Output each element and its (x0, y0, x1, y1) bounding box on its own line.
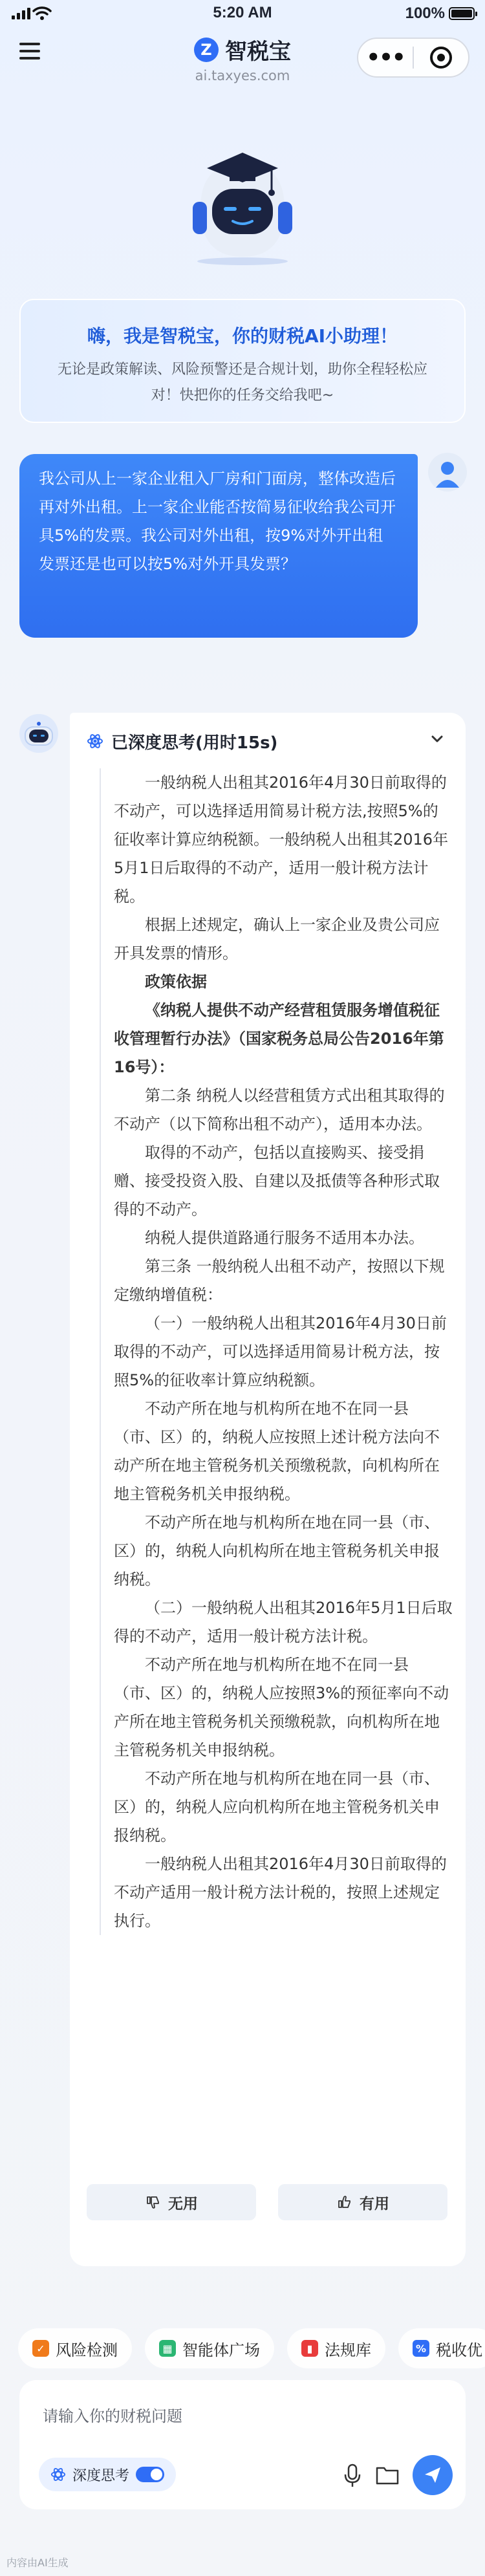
tool-chip-label: 风险检测 (56, 2341, 118, 2359)
answer-paragraph: 一般纳税人出租其2016年4月30日前取得的不动产适用一般计税方法计税的，按照上述规定执行。 (114, 1855, 447, 1930)
status-bar (0, 0, 485, 26)
answer-paragraph: 不动产所在地与机构所在地在同一县（市、区）的，纳税人应向机构所在地主管税务机关申报纳税。 (114, 1770, 440, 1845)
tool-chip-1[interactable] (145, 2328, 274, 2368)
app-domain: ai.taxyes.com (195, 68, 290, 83)
send-button[interactable] (413, 2455, 453, 2495)
tool-chip-3[interactable] (398, 2328, 485, 2368)
app-logo-icon: Z (194, 38, 219, 62)
tool-chip-label: 智能体广场 (182, 2341, 260, 2359)
thinking-label: 已深度思考(用时15s) (111, 733, 278, 753)
quick-tools-bar (0, 2328, 485, 2368)
atom-icon (87, 733, 103, 750)
answer-paragraph: 一般纳税人出租其2016年4月30日前取得的不动产，可以选择适用简易计税方法,按照5%的征收率计算应纳税额。一般纳税人出租其2016年5月1日后取得的不动产，适用一般计税方法计税。 (114, 774, 449, 905)
answer-paragraph: 取得的不动产，包括以直接购买、接受捐赠、接受投资入股、自建以及抵债等各种形式取得的不动产。 (114, 1143, 440, 1218)
microphone-icon[interactable] (343, 2463, 362, 2489)
deep-think-label: 深度思考 (72, 2467, 130, 2484)
answer-paragraph: 不动产所在地与机构所在地不在同一县（市、区）的，纳税人应按照3%的预征率向不动产所在地主管税务机关预缴税款，向机构所在地主管税务机关申报纳税。 (114, 1656, 449, 1759)
answer-heading: 政策依据 (145, 973, 207, 991)
tool-chip-label: 税收优 (436, 2341, 482, 2359)
chat-input-placeholder[interactable]: 请输入你的财税问题 (43, 2407, 182, 2425)
user-avatar (428, 453, 467, 492)
thumbs-up-icon (336, 2194, 352, 2210)
book-icon: ▮ (301, 2340, 318, 2357)
answer-paragraph: 纳税人提供道路通行服务不适用本办法。 (145, 1229, 424, 1247)
answer-card (70, 713, 466, 2266)
answer-paragraph: （一）一般纳税人出租其2016年4月30日前取得的不动产，可以选择适用简易计税方法，按照5%的征收率计算应纳税额。 (114, 1314, 447, 1389)
atom-icon (50, 2467, 66, 2482)
answer-paragraph: 不动产所在地与机构所在地在同一县（市、区）的，纳税人向机构所在地主管税务机关申报纳税。 (114, 1513, 440, 1588)
answer-heading: 《纳税人提供不动产经营租赁服务增值税征收管理暂行办法》（国家税务总局公告2016年第16号）： (114, 1001, 444, 1076)
tool-chip-label: 法规库 (325, 2341, 371, 2359)
deep-think-toggle[interactable] (39, 2458, 176, 2491)
grid-icon: ▦ (159, 2340, 176, 2357)
robot-icon (24, 720, 54, 746)
battery-percent: 100% (405, 5, 445, 22)
useful-button[interactable] (278, 2184, 447, 2220)
useless-button[interactable] (87, 2184, 256, 2220)
user-message-bubble: 我公司从上一家企业租入厂房和门面房，整体改造后再对外出租。上一家企业能否按简易征收给我公司开具5%的发票。我公司对外出租，按9%对外开出租发票还是也可以按5%对外开具发票？ (19, 454, 418, 638)
status-time: 5:20 AM (213, 4, 272, 21)
chevron-down-icon[interactable] (429, 731, 445, 746)
shield-icon: ✓ (32, 2340, 49, 2357)
battery (405, 5, 475, 23)
chat-input-box[interactable] (19, 2380, 466, 2509)
answer-paragraph: 第二条 纳税人以经营租赁方式出租其取得的不动产（以下简称出租不动产），适用本办法。 (114, 1087, 445, 1133)
useful-label: 有用 (360, 2195, 389, 2213)
deep-think-switch[interactable] (136, 2467, 164, 2482)
close-target-icon[interactable] (414, 39, 468, 76)
miniapp-capsule (357, 38, 469, 78)
percent-icon: % (413, 2340, 429, 2357)
ai-generated-note: 内容由AI生成 (6, 2557, 69, 2569)
more-icon[interactable]: ••• (366, 45, 405, 70)
tool-chip-0[interactable] (18, 2328, 132, 2368)
useless-label: 无用 (168, 2195, 198, 2213)
answer-paragraph: （二）一般纳税人出租其2016年5月1日后取得的不动产，适用一般计税方法计税。 (114, 1599, 453, 1645)
app-name: 智税宝 (225, 39, 291, 65)
folder-icon[interactable] (375, 2464, 400, 2486)
answer-paragraph: 第三条 一般纳税人出租不动产，按照以下规定缴纳增值税： (114, 1257, 445, 1304)
thinking-toggle[interactable] (87, 726, 449, 757)
welcome-subtitle: 无论是政策解读、风险预警还是合规计划，助你全程轻松应对！快把你的任务交给我吧~ (57, 362, 427, 404)
send-icon (422, 2465, 443, 2485)
thumbs-down-icon (145, 2194, 160, 2210)
answer-body (100, 768, 453, 1935)
welcome-card (19, 299, 466, 423)
answer-paragraph: 根据上述规定，确认上一家企业及贵公司应开具发票的情形。 (114, 916, 440, 962)
tool-chip-2[interactable] (287, 2328, 385, 2368)
robot-mascot-icon (175, 144, 310, 266)
welcome-title: 嗨，我是智税宝，你的财税AI小助理！ (87, 325, 398, 347)
app-header (0, 28, 485, 87)
user-icon (428, 453, 467, 492)
battery-icon (449, 7, 475, 20)
bot-avatar (19, 714, 58, 753)
answer-paragraph: 不动产所在地与机构所在地不在同一县（市、区）的，纳税人应按照上述计税方法向不动产所在地主管税务机关预缴税款，向机构所在地主管税务机关申报纳税。 (114, 1400, 440, 1503)
